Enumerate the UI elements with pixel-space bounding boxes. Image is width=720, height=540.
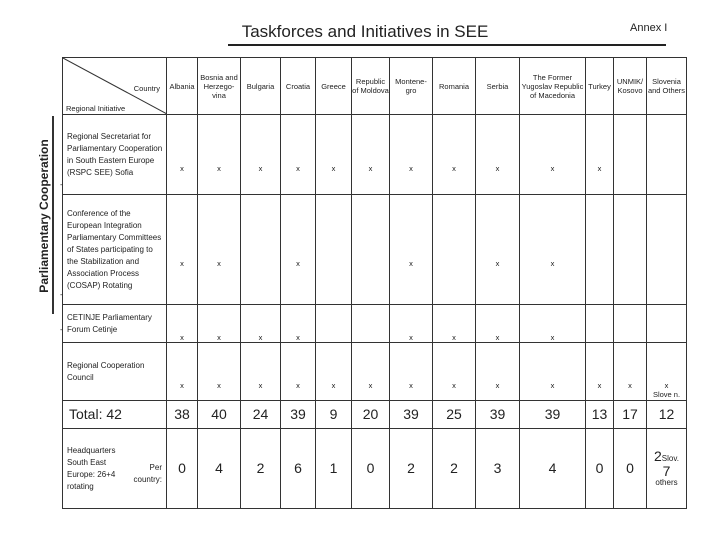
country-header: Bosnia and Herzego-vina [198,58,241,115]
header-row [63,58,687,115]
country-header: Greece [316,58,352,115]
mark: x [476,195,520,305]
total-value: 25 [433,401,476,429]
mark [352,195,390,305]
mark: x [520,305,586,343]
total-value: 20 [352,401,390,429]
total-value: 40 [198,401,241,429]
hq-value: 2 [433,429,476,509]
country-header: Croatia [281,58,316,115]
row-dash: - [60,290,63,299]
mark: x [520,195,586,305]
mark: x [241,305,281,343]
mark [647,115,687,195]
total-value: 38 [167,401,198,429]
row-dash: - [60,180,63,189]
mark: x [198,195,241,305]
country-header: Albania [167,58,198,115]
country-header: Bulgaria [241,58,281,115]
total-value: 39 [476,401,520,429]
mark [316,195,352,305]
hq-value: 0 [586,429,614,509]
mark: x [167,343,198,401]
hq-others-label: others [655,478,678,488]
hq-others-count: 2 [654,447,662,464]
hq-value: 3 [476,429,520,509]
mark [352,305,390,343]
mark: x [167,195,198,305]
title-underline [228,44,666,46]
hq-value: 6 [281,429,316,509]
hq-per-country-label: Per country: [133,463,162,484]
mark: x [281,343,316,401]
mark: x [198,115,241,195]
hq-value: 2 [241,429,281,509]
rcc-slovenia-cell [647,343,687,401]
mark: x [433,115,476,195]
mark: x [586,115,614,195]
hq-value: 0 [167,429,198,509]
total-value: 39 [390,401,433,429]
total-label: Total: 42 [63,401,167,429]
mark: x [352,115,390,195]
mark [316,305,352,343]
table-row-headquarters [63,429,687,509]
row-label-rcc: Regional Cooperation Council [63,343,167,401]
mark [586,195,614,305]
mark [614,115,647,195]
corner-initiative-label: Regional Initiative [66,104,126,113]
corner-country-label: Country [133,84,160,93]
mark: x [167,305,198,343]
table-row-rspc [63,115,687,195]
mark: x [664,381,669,390]
mark [586,305,614,343]
total-value: 24 [241,401,281,429]
mark: x [241,343,281,401]
mark: x [281,305,316,343]
mark: x [520,343,586,401]
initiatives-table [62,57,687,509]
table-row-cosap [63,195,687,305]
mark: x [390,343,433,401]
row-label-cetinje: CETINJE Parliamentary Forum Cetinje [63,305,167,343]
row-label-cosap: Conference of the European Integration Parliamentary Committees of States participating to the Stabilization and Association Process (COSAP) Rotating [63,195,167,305]
hq-value: 0 [614,429,647,509]
mark: x [476,115,520,195]
country-header: Turkey [586,58,614,115]
mark: x [390,305,433,343]
total-value: 13 [586,401,614,429]
table-row-cetinje [63,305,687,343]
mark: x [316,115,352,195]
total-value: 39 [281,401,316,429]
mark: x [390,115,433,195]
table-row-total [63,401,687,429]
hq-value: 4 [520,429,586,509]
hq-value: 1 [316,429,352,509]
mark: x [520,115,586,195]
country-header: Montene-gro [390,58,433,115]
mark: x [390,195,433,305]
hq-label-cell [63,429,167,509]
country-header: Serbia [476,58,520,115]
rcc-slovenia-note: Slove n. [652,390,681,399]
mark: x [198,343,241,401]
total-value: 39 [520,401,586,429]
mark: x [352,343,390,401]
total-value: 9 [316,401,352,429]
mark: x [586,343,614,401]
total-value: 17 [614,401,647,429]
country-header: Slovenia and Others [647,58,687,115]
table-row-rcc [63,343,687,401]
row-label-rspc: Regional Secretariat for Parliamentary Cooperation in South Eastern Europe (RSPC SEE) Sofia [63,115,167,195]
hq-others-seven: 7 [662,463,671,480]
mark [433,195,476,305]
hq-others-slov: Slov. [661,453,679,463]
country-header: Romania [433,58,476,115]
hq-label: Headquarters South East Europe: 26+4 rotating [67,445,116,491]
country-header: UNMIK/ Kosovo [614,58,647,115]
mark: x [198,305,241,343]
hq-value: 4 [198,429,241,509]
mark [241,195,281,305]
side-label: Parliamentary Cooperation [37,139,51,293]
country-header: Republic of Moldova [352,58,390,115]
mark [614,195,647,305]
annex-label: Annex I [630,22,668,34]
hq-value: 0 [352,429,390,509]
hq-value: 2 [390,429,433,509]
mark: x [167,115,198,195]
country-header: The Former Yugoslav Republic of Macedonia [520,58,586,115]
mark: x [241,115,281,195]
hq-others-cell [647,429,687,509]
row-dash: - [60,325,63,334]
page-title: Taskforces and Initiatives in SEE [241,22,489,41]
mark: x [281,115,316,195]
mark: x [433,343,476,401]
mark: x [476,343,520,401]
mark: x [433,305,476,343]
total-value: 12 [647,401,687,429]
mark [614,305,647,343]
mark [647,305,687,343]
mark: x [476,305,520,343]
mark [647,195,687,305]
mark: x [281,195,316,305]
side-divider [52,116,54,314]
mark: x [614,343,647,401]
mark: x [316,343,352,401]
